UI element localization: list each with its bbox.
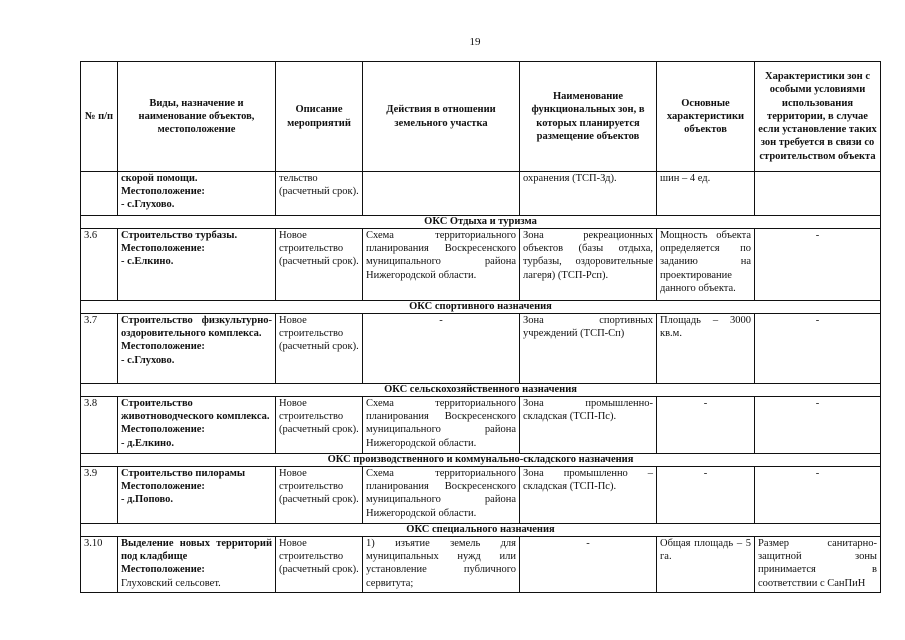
section-title: ОКС спортивного назначения [81, 301, 881, 314]
section-title: ОКС Отдыха и туризма [81, 216, 881, 229]
cell-actions: Схема территориального планирования Воскресенского муниципального района Нижегородской области. [363, 397, 520, 454]
object-name: Выделение новых территорий под кладбище [121, 538, 272, 563]
cell-special-zones: - [755, 397, 881, 454]
cell-num: 3.9 [81, 467, 118, 524]
cell-measure: Новое строительство (расчетный срок). [276, 537, 363, 593]
cell-object [118, 467, 276, 524]
cell-actions: Схема территориального планирования Воскресенского муниципального района Нижегородской области. [363, 229, 520, 301]
cell-num: 3.10 [81, 537, 118, 593]
header-measure: Описание мероприятий [276, 62, 363, 172]
location-value: - с.Елкино. [121, 256, 174, 268]
cell-num: 3.8 [81, 397, 118, 454]
cell-num [81, 172, 118, 216]
header-actions: Действия в отношении земельного участка [363, 62, 520, 172]
object-name: скорой помощи. [121, 173, 198, 184]
cell-characteristics: Мощность объекта определяется по заданию на проектирование данного объекта. [657, 229, 755, 301]
cell-special-zones [755, 172, 881, 216]
location-label: Местоположение: [121, 481, 205, 493]
cell-measure: Новое строительство (расчетный срок). [276, 467, 363, 524]
planning-table [80, 61, 881, 593]
cell-zones: Зона рекреационных объектов (базы отдыха, турбазы, оздоровительные лагеря) (ТСП-Рсп). [520, 229, 657, 301]
cell-object [118, 397, 276, 454]
section-title: ОКС сельскохозяйственного назначения [81, 384, 881, 397]
object-name: Строительство турбазы. [121, 230, 238, 241]
section-heading [81, 384, 881, 397]
location-value: Глуховский сельсовет. [121, 577, 221, 589]
location-value: - д.Елкино. [121, 437, 174, 449]
cell-object [118, 314, 276, 384]
table-header-row [81, 62, 881, 172]
object-name: Строительство физкультурно-оздоровительного комплекса. [121, 315, 272, 340]
section-heading [81, 216, 881, 229]
cell-actions: Схема территориального планирования Воскресенского муниципального района Нижегородской области. [363, 467, 520, 524]
cell-num: 3.6 [81, 229, 118, 301]
cell-special-zones: Размер санитарно-защитной зоны принимается в соответствии с СанПиН [755, 537, 881, 593]
cell-measure: Новое строительство (расчетный срок). [276, 397, 363, 454]
table-row [81, 314, 881, 384]
cell-actions: - [363, 314, 520, 384]
cell-zones: - [520, 537, 657, 593]
cell-measure: тельство (расчетный срок). [276, 172, 363, 216]
header-zones: Наименование функциональных зон, в которых планируется размещение объектов [520, 62, 657, 172]
location-label: Местоположение: [121, 341, 205, 353]
section-heading [81, 301, 881, 314]
location-label: Местоположение: [121, 564, 205, 576]
location-value: - д.Попово. [121, 494, 173, 506]
cell-actions [363, 172, 520, 216]
location-label: Местоположение: [121, 243, 205, 255]
cell-special-zones: - [755, 467, 881, 524]
table-row [81, 397, 881, 454]
table-row [81, 537, 881, 593]
header-object: Виды, назначение и наименование объектов, местоположение [118, 62, 276, 172]
cell-zones: Зона промышленно – складская (ТСП-Пс). [520, 467, 657, 524]
cell-zones: охранения (ТСП-Зд). [520, 172, 657, 216]
section-heading [81, 524, 881, 537]
location-value: - с.Глухово. [121, 354, 175, 366]
cell-characteristics: Общая площадь – 5 га. [657, 537, 755, 593]
section-heading [81, 454, 881, 467]
cell-object [118, 172, 276, 216]
header-num: № п/п [81, 62, 118, 172]
object-name: Строительство животноводческого комплекса. [121, 398, 270, 423]
cell-object [118, 229, 276, 301]
header-special-zones: Характеристики зон с особыми условиями использования территории, в случае если установление таких зон требуется в связи со строительством объекта [755, 62, 881, 172]
header-characteristics: Основные характеристики объектов [657, 62, 755, 172]
cell-measure: Новое строительство (расчетный срок). [276, 229, 363, 301]
cell-actions: 1) изъятие земель для муниципальных нужд или установление публичного сервитута; [363, 537, 520, 593]
location-label: Местоположение: [121, 424, 205, 436]
location-value: - с.Глухово. [121, 199, 175, 211]
cell-special-zones: - [755, 314, 881, 384]
table-row [81, 229, 881, 301]
table-row [81, 467, 881, 524]
section-title: ОКС специального назначения [81, 524, 881, 537]
cell-characteristics: - [657, 397, 755, 454]
cell-zones: Зона промышленно-складская (ТСП-Пс). [520, 397, 657, 454]
cell-measure: Новое строительство (расчетный срок). [276, 314, 363, 384]
cell-object [118, 537, 276, 593]
section-title: ОКС производственного и коммунально-складского назначения [81, 454, 881, 467]
page-number: 19 [469, 36, 481, 48]
cell-characteristics: Площадь – 3000 кв.м. [657, 314, 755, 384]
cell-special-zones: - [755, 229, 881, 301]
object-name: Строительство пилорамы [121, 468, 246, 479]
cell-characteristics: шин – 4 ед. [657, 172, 755, 216]
cell-num: 3.7 [81, 314, 118, 384]
cell-zones: Зона спортивных учреждений (ТСП-Сп) [520, 314, 657, 384]
cell-characteristics: - [657, 467, 755, 524]
location-label: Местоположение: [121, 186, 205, 198]
table-row-continued [81, 172, 881, 216]
